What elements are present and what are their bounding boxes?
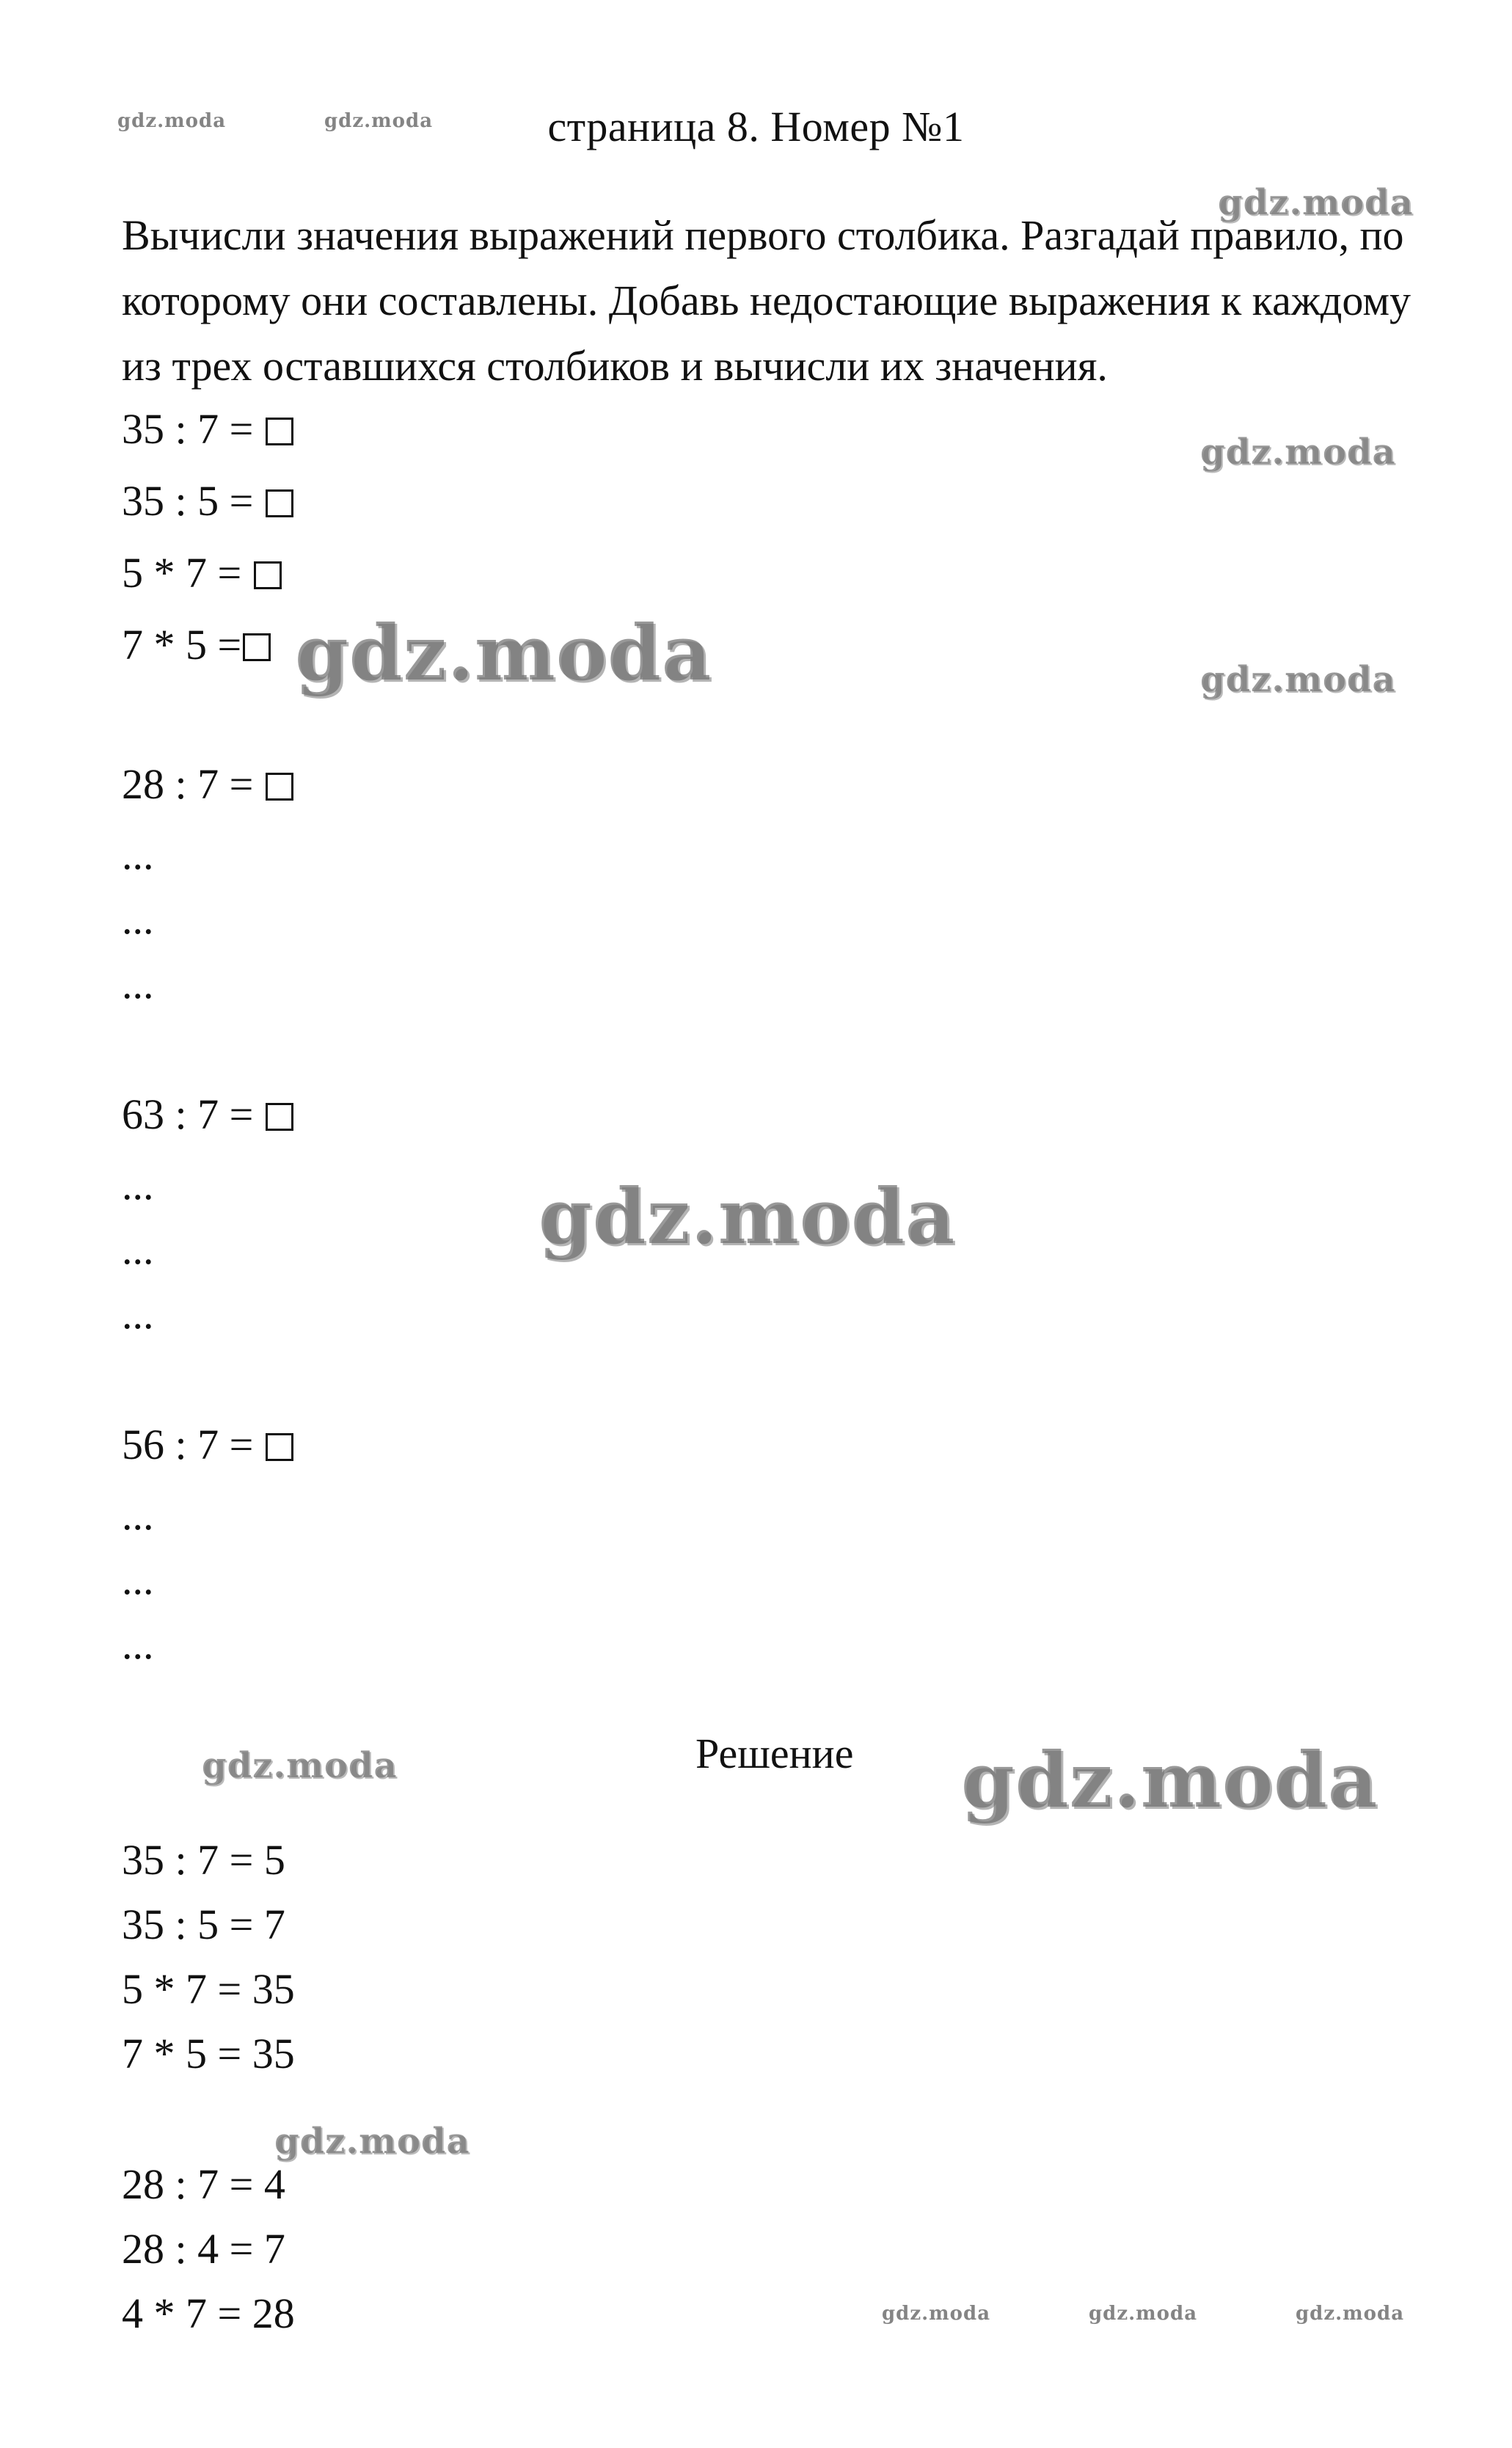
watermark: gdz.moda [1200, 659, 1396, 700]
expression-text: 7 * 5 = [122, 621, 242, 669]
watermark: gdz.moda [882, 2303, 991, 2325]
ellipsis-line: ... [122, 1225, 154, 1273]
answer-box [254, 561, 282, 589]
ellipsis-line: ... [122, 1290, 154, 1338]
ellipsis-line: ... [122, 831, 154, 878]
expression-text: 35 : 7 = [122, 405, 264, 453]
watermark: gdz.moda [1218, 182, 1414, 223]
answer-box [266, 489, 293, 517]
expression-text: 28 : 7 = [122, 760, 264, 808]
expression-line [122, 476, 293, 527]
watermark: gdz.moda [117, 110, 227, 132]
expression-text: 5 * 7 = [122, 549, 252, 597]
answer-box [266, 1103, 293, 1131]
solution-line: 5 * 7 = 35 [122, 1965, 295, 2013]
ellipsis-line: ... [122, 1620, 154, 1668]
expression-text: 63 : 7 = [122, 1090, 264, 1138]
solution-line: 4 * 7 = 28 [122, 2289, 295, 2337]
solution-line: 35 : 5 = 7 [122, 1901, 285, 1948]
answer-box [266, 418, 293, 445]
task-text: Вычисли значения выражений первого столбика. Разгадай правило, по которому они составлены. Добавь недостающие выражения к каждому из трех оставшихся столбиков и вычисли их значения. [122, 211, 1411, 390]
solution-line: 7 * 5 = 35 [122, 2030, 295, 2077]
watermark: gdz.moda [274, 2121, 470, 2162]
watermark: gdz.moda [538, 1171, 956, 1261]
expression-line [122, 1089, 293, 1140]
ellipsis-line: ... [122, 1556, 154, 1603]
watermark: gdz.moda [202, 1745, 398, 1786]
expression-line [122, 547, 282, 599]
answer-box [243, 633, 271, 661]
solution-line: 28 : 7 = 4 [122, 2160, 285, 2208]
expression-line [122, 1419, 293, 1471]
expression-line [122, 404, 293, 455]
watermark: gdz.moda [961, 1735, 1378, 1825]
expression-line [122, 759, 293, 810]
watermark: gdz.moda [1296, 2303, 1405, 2325]
ellipsis-line: ... [122, 895, 154, 943]
watermark: gdz.moda [1089, 2303, 1198, 2325]
watermark: gdz.moda [324, 110, 434, 132]
ellipsis-line: ... [122, 960, 154, 1008]
solution-line: 28 : 4 = 7 [122, 2225, 285, 2273]
answer-box [266, 1433, 293, 1461]
expression-text: 35 : 5 = [122, 477, 264, 525]
watermark: gdz.moda [1200, 431, 1396, 473]
page-title: страница 8. Номер №1 [547, 103, 965, 150]
expression-line [122, 619, 271, 671]
expression-text: 56 : 7 = [122, 1421, 264, 1468]
solution-title: Решение [695, 1730, 854, 1777]
solution-line: 35 : 7 = 5 [122, 1836, 285, 1884]
ellipsis-line: ... [122, 1491, 154, 1539]
answer-box [266, 773, 293, 801]
ellipsis-line: ... [122, 1161, 154, 1209]
watermark: gdz.moda [295, 608, 712, 698]
